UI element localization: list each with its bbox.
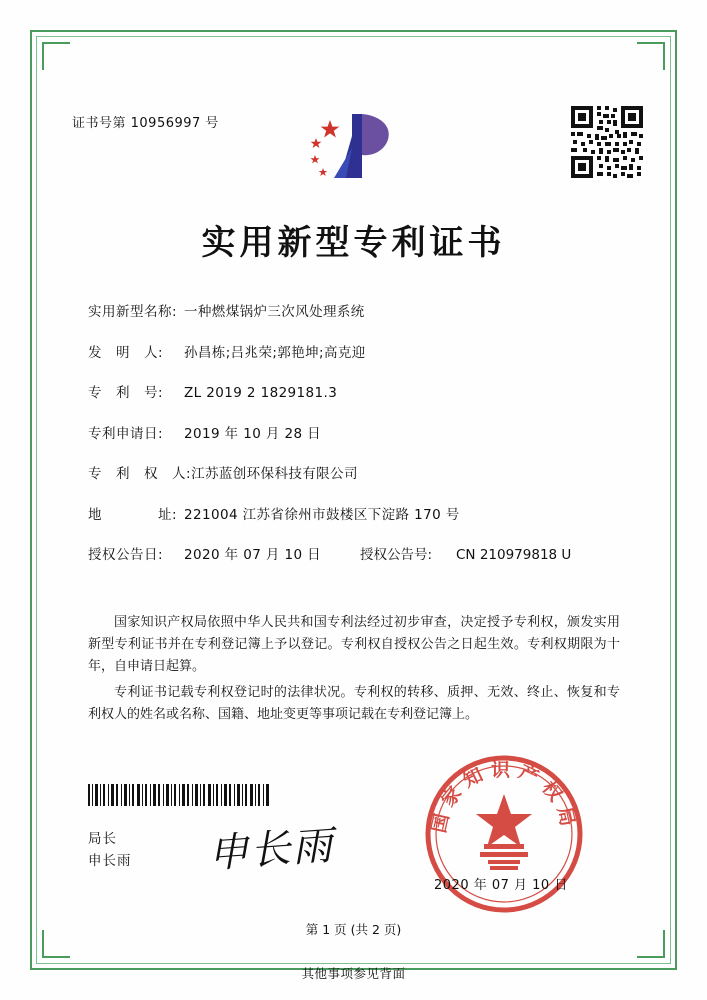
legal-paragraph-2: 专利证书记载专利权登记时的法律状况。专利权的转移、质押、无效、终止、恢复和专利权人的姓名或名称、国籍、地址变更等事项记载在专利登记簿上。 (88, 685, 620, 722)
field-row-patent-number (88, 381, 628, 401)
certificate-number: 证书号第 10956997 号 (72, 116, 219, 131)
field-value: 2019 年 10 月 28 日 (184, 425, 322, 442)
director-name-label: 申长雨 (88, 853, 132, 869)
field-label-grant-number: 授权公告号: (360, 547, 433, 563)
field-value: 孙昌栋;吕兆荣;郭艳坤;高克迎 (184, 344, 366, 361)
field-label: 实用新型名称: (88, 304, 178, 320)
field-row-grant-announcement (88, 543, 628, 563)
field-value: ZL 2019 2 1829181.3 (184, 385, 338, 401)
field-label: 专利申请日: (88, 425, 164, 442)
field-value: 221004 江苏省徐州市鼓楼区下淀路 170 号 (184, 506, 460, 523)
field-row-patentee (88, 462, 628, 482)
field-value-grant-number: CN 210979818 U (456, 547, 572, 563)
field-value: 江苏蓝创环保科技有限公司 (191, 466, 358, 482)
signature-labels (88, 828, 132, 872)
legal-text-block (88, 612, 620, 730)
field-label: 专 利 号: (88, 385, 164, 401)
official-seal-icon (418, 748, 590, 920)
corner-ornament-top-left (42, 42, 70, 70)
field-label-grant-date: 授权公告日: (88, 547, 164, 563)
page-indicator: 第 1 页 (共 2 页) (305, 922, 402, 937)
field-value: 一种燃煤锅炉三次风处理系统 (184, 304, 365, 320)
field-row-address (88, 503, 628, 523)
field-label: 发 明 人: (88, 344, 164, 361)
qr-code-icon (569, 104, 645, 180)
field-value-grant-date: 2020 年 07 月 10 日 (184, 547, 322, 563)
field-label: 地 址: (88, 506, 178, 523)
cnipa-logo-icon (300, 108, 410, 188)
barcode-icon (88, 784, 270, 806)
field-label: 专 利 权 人: (88, 466, 192, 482)
field-row-application-date (88, 422, 628, 442)
seal-date: 2020 年 07 月 10 日 (434, 878, 568, 893)
director-title-label: 局长 (88, 831, 117, 847)
field-row-utility-model-name (88, 300, 628, 320)
field-row-inventors (88, 341, 628, 361)
page-title: 实用新型专利证书 (201, 223, 506, 263)
svg-text:国家知识产权局: 国家知识产权局 (427, 758, 581, 835)
legal-paragraph-1: 国家知识产权局依照中华人民共和国专利法经过初步审查，决定授予专利权，颁发实用新型专利证书并在专利登记簿上予以登记。专利权自授权公告之日起生效。专利权期限为十年，自申请日起算。 (88, 615, 620, 674)
handwritten-signature: 申长雨 (206, 822, 336, 878)
corner-ornament-top-right (637, 42, 665, 70)
certificate-fields (88, 300, 628, 584)
footnote: 其他事项参见背面 (301, 966, 406, 981)
